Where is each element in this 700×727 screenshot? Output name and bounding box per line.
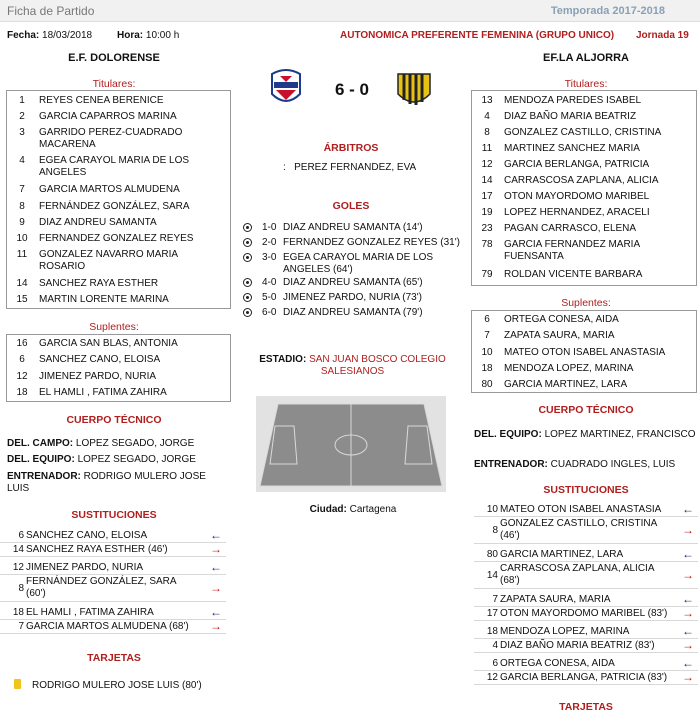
sub-row [474,593,698,607]
player-row [7,110,230,124]
player-row [7,183,230,197]
player-number: 17 [481,191,493,202]
player-name: GARCIA MARTINEZ, LARA [504,379,628,390]
home-bench-box [6,334,231,402]
away-suplentes-title: Suplentes: [561,297,611,309]
player-row [7,154,230,181]
sub-name: ORTEGA CONESA, AIDA [500,658,615,669]
staff-name: LOPEZ MARTINEZ, FRANCISCO [544,429,696,440]
player-number: 10 [481,347,493,358]
sub-name: GARCIA MARTINEZ, LARA [500,549,624,560]
pitch-image [256,396,446,492]
sub-name: SANCHEZ CANO, ELOISA [26,530,148,541]
sub-name: GARCIA BERLANGA, PATRICIA (83') [500,672,668,683]
staff-name: LOPEZ SEGADO, JORGE [77,454,196,465]
staff-name: LOPEZ SEGADO, JORGE [75,438,195,449]
goal-scorer: EGEA CARAYOL MARIA DE LOS ANGELES (64') [283,252,434,275]
sub-row [0,620,226,634]
player-row [7,353,230,367]
sub-number: 7 [18,621,24,632]
sub-number: 12 [12,562,24,573]
player-row [7,337,230,351]
sub-name: MENDOZA LOPEZ, MARINA [500,626,630,637]
stadium-info: ESTADIO: SAN JUAN BOSCO COLEGIO SALESIANOS [259,354,446,377]
sub-number: 80 [486,549,498,560]
home-crest [262,64,310,110]
goal-score: 5-0 [262,292,277,303]
arrow-left-icon: ← [682,624,694,638]
goal-row [243,277,465,291]
player-number: 16 [16,338,28,349]
goal-scorer: DIAZ ANDREU SAMANTA (14') [283,222,423,233]
arrow-left-icon: ← [682,502,694,516]
player-number: 23 [481,223,493,234]
player-name: DIAZ ANDREU SAMANTA [39,217,157,228]
soccer-ball-icon [243,278,252,287]
player-number: 4 [484,111,490,122]
player-number: 12 [481,159,493,170]
arrow-left-icon: ← [682,592,694,606]
player-number: 18 [481,363,493,374]
player-row [7,293,230,307]
staff-row [7,471,227,495]
home-lineup-box [6,90,231,309]
sub-number: 6 [492,658,498,669]
sub-number: 14 [486,569,498,581]
card-row [10,679,230,693]
player-row [7,216,230,230]
soccer-ball-icon [243,293,252,302]
sub-row [474,517,698,544]
player-number: 14 [16,278,28,289]
player-number: 7 [19,184,25,195]
player-row [7,232,230,246]
player-row [472,94,696,108]
city-info: Ciudad: Cartagena [309,504,397,515]
referee-row: : PEREZ FERNANDEZ, EVA [283,162,417,173]
away-team-name: EF.LA ALJORRA [543,52,629,64]
player-name: MARTIN LORENTE MARINA [39,294,169,305]
sub-number: 4 [492,640,498,651]
sub-row [0,529,226,543]
goal-score: 4-0 [262,277,277,288]
player-number: 1 [19,95,25,106]
player-name: FERNANDEZ GONZALEZ REYES [39,233,194,244]
goals-title: GOLES [332,200,370,212]
player-row [472,142,696,156]
player-number: 78 [481,239,493,250]
player-name: EL HAMLI , FATIMA ZAHIRA [39,387,167,398]
arrow-left-icon: ← [682,547,694,561]
goal-score: 6-0 [262,307,277,318]
player-name: GARCIA MARTOS ALMUDENA [39,184,180,195]
player-row [472,174,696,188]
player-number: 10 [16,233,28,244]
arrow-right-icon: → [682,606,694,620]
player-row [7,126,230,153]
match-time: Hora: 10:00 h [117,30,180,41]
sub-row [474,671,698,685]
player-name: PAGAN CARRASCO, ELENA [504,223,637,234]
player-row [472,313,696,327]
player-number: 7 [484,330,490,341]
player-row [7,200,230,214]
goal-score: 3-0 [262,252,277,263]
arrow-right-icon: → [210,542,222,556]
player-row [472,238,696,265]
staff-name: RODRIGO MULERO JOSE LUIS [7,471,206,494]
player-number: 15 [16,294,28,305]
soccer-ball-icon [243,308,252,317]
player-row [472,222,696,236]
soccer-ball-icon [243,253,252,262]
player-row [472,329,696,343]
soccer-ball-icon [243,223,252,232]
sub-number: 8 [18,582,24,594]
goal-row [243,307,465,321]
sub-row [474,639,698,653]
away-titulares-title: Titulares: [564,78,608,90]
player-row [472,378,696,392]
goal-scorer: JIMENEZ PARDO, NURIA (73') [283,292,422,303]
sub-row [0,606,226,620]
goal-row [243,237,465,251]
player-name: GONZALEZ CASTILLO, CRISTINA [504,127,662,138]
sub-row [0,543,226,557]
sub-name: ZAPATA SAURA, MARIA [500,594,611,605]
goal-row [243,222,465,236]
player-row [472,362,696,376]
staff-role: DEL. EQUIPO: [474,429,542,440]
staff-row [7,454,227,466]
player-name: JIMENEZ PARDO, NURIA [39,371,157,382]
player-number: 18 [16,387,28,398]
player-row [7,386,230,400]
home-suplentes-title: Suplentes: [89,321,139,333]
sub-number: 17 [486,608,498,619]
staff-role: DEL. EQUIPO: [7,454,75,465]
player-number: 4 [19,155,25,166]
away-subs-title: SUSTITUCIONES [543,484,629,496]
sub-name: GARCIA MARTOS ALMUDENA (68') [26,621,189,632]
page-title: Ficha de Partido [7,4,95,18]
sub-name: EL HAMLI , FATIMA ZAHIRA [26,607,154,618]
home-subs-title: SUSTITUCIONES [71,509,157,521]
player-name: ROLDAN VICENTE BARBARA [504,269,643,280]
sub-name: JIMENEZ PARDO, NURIA [26,562,144,573]
player-name: SANCHEZ CANO, ELOISA [39,354,161,365]
round-label: Jornada 19 [636,30,689,41]
page-header [0,0,700,22]
goal-scorer: DIAZ ANDREU SAMANTA (65') [283,277,423,288]
player-name: OTON MAYORDOMO MARIBEL [504,191,650,202]
staff-role: ENTRENADOR: [7,471,81,482]
sub-number: 8 [492,524,498,536]
referees-title: ÁRBITROS [323,142,379,154]
player-name: GARCIA CAPARROS MARINA [39,111,177,122]
player-row [472,126,696,140]
player-row [7,248,230,275]
player-name: CARRASCOSA ZAPLANA, ALICIA [504,175,659,186]
sub-row [474,562,698,589]
player-number: 2 [19,111,25,122]
player-number: 80 [481,379,493,390]
player-row [472,110,696,124]
goal-row [243,252,465,275]
player-number: 14 [481,175,493,186]
player-number: 13 [481,95,493,106]
sub-row [474,657,698,671]
away-staff-title: CUERPO TÉCNICO [538,404,634,416]
sub-number: 18 [12,607,24,618]
player-number: 9 [19,217,25,228]
arrow-left-icon: ← [210,605,222,619]
staff-row [474,459,696,471]
sub-name: FERNÁNDEZ GONZÁLEZ, SARA (60') [26,576,177,599]
season-label: Temporada 2017-2018 [550,5,665,17]
player-row [472,346,696,360]
sub-number: 6 [18,530,24,541]
sub-number: 7 [492,594,498,605]
away-cards-title: TARJETAS [559,701,613,713]
player-name: GONZALEZ NAVARRO MARIA ROSARIO [39,249,178,272]
match-score: 6 - 0 [334,80,370,99]
sub-name: SANCHEZ RAYA ESTHER (46') [26,544,168,555]
sub-row [0,575,226,602]
player-name: GARCIA FERNANDEZ MARIA FUENSANTA [504,239,640,262]
player-name: GARRIDO PEREZ-CUADRADO MACARENA [39,127,183,150]
player-name: MATEO OTON ISABEL ANASTASIA [504,347,666,358]
yellow-card-icon [14,679,21,689]
player-row [472,268,696,282]
arrow-left-icon: ← [210,560,222,574]
staff-row [474,429,696,441]
sub-row [474,503,698,517]
player-number: 11 [16,249,28,260]
away-lineup-box [471,90,697,286]
player-name: GARCIA BERLANGA, PATRICIA [504,159,650,170]
goal-score: 2-0 [262,237,277,248]
staff-role: ENTRENADOR: [474,459,548,470]
player-number: 3 [19,127,25,138]
competition-name: AUTONOMICA PREFERENTE FEMENINA (GRUPO UNICO) [340,30,615,41]
soccer-ball-icon [243,238,252,247]
player-row [472,206,696,220]
sub-name: MATEO OTON ISABEL ANASTASIA [500,504,662,515]
goal-scorer: DIAZ ANDREU SAMANTA (79') [283,307,423,318]
player-row [7,370,230,384]
player-number: 11 [481,143,493,154]
sub-number: 18 [486,626,498,637]
sub-row [474,548,698,562]
player-row [472,190,696,204]
arrow-right-icon: → [682,567,694,582]
player-row [7,94,230,108]
sub-name: OTON MAYORDOMO MARIBEL (83') [500,608,668,619]
home-team-name: E.F. DOLORENSE [68,52,160,64]
player-name: GARCIA SAN BLAS, ANTONIA [39,338,178,349]
sub-number: 14 [12,544,24,555]
home-cards-title: TARJETAS [87,652,141,664]
arrow-right-icon: → [682,638,694,652]
card-player: RODRIGO MULERO JOSE LUIS (80') [32,680,202,691]
staff-role: DEL. CAMPO: [7,438,74,449]
player-number: 19 [481,207,493,218]
arrow-right-icon: → [682,670,694,684]
arrow-left-icon: ← [210,528,222,542]
goal-row [243,292,465,306]
player-name: DIAZ BAÑO MARIA BEATRIZ [504,111,637,122]
arrow-right-icon: → [210,619,222,633]
player-name: MENDOZA LOPEZ, MARINA [504,363,634,374]
arrow-right-icon: → [210,580,222,595]
staff-name: CUADRADO INGLES, LUIS [550,459,676,470]
player-name: LOPEZ HERNANDEZ, ARACELI [504,207,650,218]
sub-name: DIAZ BAÑO MARIA BEATRIZ (83') [500,640,655,651]
player-number: 6 [484,314,490,325]
sub-number: 10 [486,504,498,515]
player-name: EGEA CARAYOL MARIA DE LOS ANGELES [39,155,190,178]
player-number: 12 [16,371,28,382]
player-number: 8 [19,201,25,212]
staff-row [7,438,227,450]
player-name: SANCHEZ RAYA ESTHER [39,278,159,289]
player-row [7,277,230,291]
player-number: 6 [19,354,25,365]
home-titulares-title: Titulares: [92,78,136,90]
sub-row [474,625,698,639]
home-staff-title: CUERPO TÉCNICO [66,414,162,426]
sub-number: 12 [486,672,498,683]
player-number: 8 [484,127,490,138]
player-name: MARTINEZ SANCHEZ MARIA [504,143,640,154]
player-number: 79 [481,269,493,280]
referee-name: PEREZ FERNANDEZ, EVA [294,162,417,173]
player-name: REYES CENEA BERENICE [39,95,164,106]
arrow-left-icon: ← [682,656,694,670]
sub-row [474,607,698,621]
arrow-right-icon: → [682,522,694,537]
player-name: MENDOZA PAREDES ISABEL [504,95,642,106]
away-bench-box [471,310,697,393]
player-row [472,158,696,172]
away-crest [394,66,434,112]
player-name: FERNÁNDEZ GONZÁLEZ, SARA [39,201,190,212]
goal-scorer: FERNANDEZ GONZALEZ REYES (31') [283,237,460,248]
goal-score: 1-0 [262,222,277,233]
match-date: Fecha: 18/03/2018 [7,30,93,41]
sub-name: CARRASCOSA ZAPLANA, ALICIA (68') [500,563,654,586]
sub-name: GONZALEZ CASTILLO, CRISTINA (46') [500,518,657,541]
player-name: ZAPATA SAURA, MARIA [504,330,615,341]
sub-row [0,561,226,575]
player-name: ORTEGA CONESA, AIDA [504,314,619,325]
